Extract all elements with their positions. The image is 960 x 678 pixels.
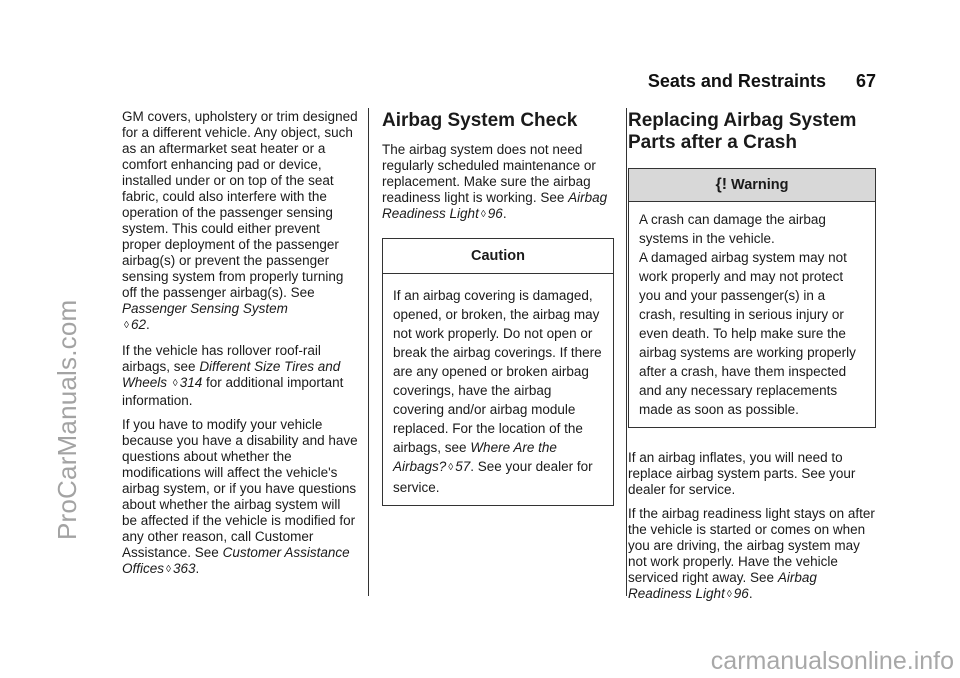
readiness-light-link[interactable]: Airbag Readiness Light [628,570,817,601]
caution-box [382,238,614,506]
column-divider [368,108,369,596]
tires-wheels-link[interactable]: Different Size Tires and Wheels [122,359,341,390]
caution-title: Caution [471,248,525,264]
caution-text [393,286,603,497]
paragraph: If you have to modify your vehicle because you have a disability and have questions about whether the modifications will affect the vehicle's airbag system, or if you have questions about whether the airbag system will be affected if the vehicle is modified for any other reason, call Customer Assistance. See Customer Assistance Offices ◊ 363. [122,417,358,576]
paragraph [122,343,358,409]
section-heading: Replacing Airbag System Parts after a Crash [628,110,857,153]
warning-box [628,168,876,428]
page-ref[interactable]: 96 [733,586,749,601]
body-text: If you have to modify your vehicle because you have a disability and have questions about whether the modifications will affect the vehicle's airbag system, or if you have questions about whether the airbag system will be affected if the vehicle is modified for any other reason, call Customer Assistance. See [122,417,358,560]
side-watermark: ProCarManuals.com [52,299,82,540]
where-airbags-link[interactable]: Where Are the Airbags? [393,440,557,474]
column-1 [122,109,358,587]
paragraph: If an airbag inflates, you will need to replace airbag system parts. See your dealer for service. [628,450,856,497]
body-text: If an airbag covering is damaged, opened, or broken, the airbag may not work properly. Do not open or break the airbag coverings. If there are any opened or broken airbag coverings, have the airbag covering and/or airbag module replaced. For the location of the airbags, see [393,288,602,455]
page-ref[interactable]: 363 [172,561,196,576]
warning-text: A damaged airbag system may not work properly and may not protect you and your passenger(s) in a crash, resulting in serious injury or even death. To help make sure the airbag systems are working properly after a crash, have them inspected and any necessary replacements made as soon as possible. [639,250,856,417]
page-ref-icon: ◊ [166,564,171,575]
column-3 [628,110,876,612]
page-header [648,71,876,92]
page-ref-icon: ◊ [124,320,129,331]
body-text: If the vehicle has rollover roof-rail airbags, see [122,343,321,374]
body-text: GM covers, upholstery or trim designed for a different vehicle. Any object, such as an aftermarket seat heater or a comfort enhancing pad or device, installed under or on top of the seat fabric, could also interfere with the operation of the passenger sensing system. This could either prevent proper deployment of the passenger airbag(s) or prevent the passenger sensing system from properly turning off the passenger airbag(s). See [122,109,358,300]
page-ref-icon: ◊ [480,209,486,220]
caution-body [383,273,613,505]
customer-assistance-link[interactable]: Customer Assistance Offices [122,545,350,576]
body-text: If the airbag readiness light stays on after the vehicle is started or comes on when you are driving, the airbag system may not work properly. Have the vehicle serviced right away. See [628,506,875,585]
body-text: for additional important information. [122,375,344,408]
page-ref[interactable]: 96 [487,206,503,221]
warning-body [629,202,875,427]
section-heading: Airbag System Check [382,110,578,131]
page-number: 67 [855,71,876,91]
warning-text: A crash can damage the airbag systems in the vehicle. [639,212,826,246]
bottom-watermark: carmanualsonline.info [710,647,954,675]
section-title: Seats and Restraints [647,71,826,91]
body-text: The airbag system does not need regularly scheduled maintenance or replacement. Make sure the airbag readiness light is working. See [382,142,596,205]
page-ref[interactable]: 314 [179,375,203,390]
page-ref-icon: ◊ [726,589,732,600]
warning-icon: {! [715,176,728,193]
passenger-sensing-link[interactable]: Passenger Sensing System [122,301,288,316]
column-2 [382,110,614,506]
paragraph: If the airbag readiness light stays on after the vehicle is started or comes on when you are driving, the airbag system may not work properly. Have the vehicle serviced right away. See Airbag Readiness Light ◊ 96. [628,506,875,601]
column-divider [626,108,627,596]
page-ref[interactable]: 62 [130,317,146,332]
readiness-light-link[interactable]: Airbag Readiness Light [382,190,608,221]
body-text: . See your dealer for service. [393,459,593,495]
page-ref-icon: ◊ [172,378,178,389]
page-ref-icon: ◊ [448,462,454,473]
warning-title: Warning [731,177,789,193]
paragraph: The airbag system does not need regularly scheduled maintenance or replacement. Make sure the airbag readiness light is working. See Airbag Readiness Light ◊ 96. [382,142,608,221]
warning-title-bar [629,169,875,202]
page-ref[interactable]: 57 [455,459,471,474]
paragraph: GM covers, upholstery or trim designed for a different vehicle. Any object, such as an aftermarket seat heater or a comfort enhancing pad or device, installed under or on top of the seat fabric, could also interfere with the operation of the passenger sensing system. This could either prevent proper deployment of the passenger airbag(s) or prevent the passenger sensing system from properly turning off the passenger airbag(s). See Passenger Sensing System ◊ 62. [122,109,358,332]
